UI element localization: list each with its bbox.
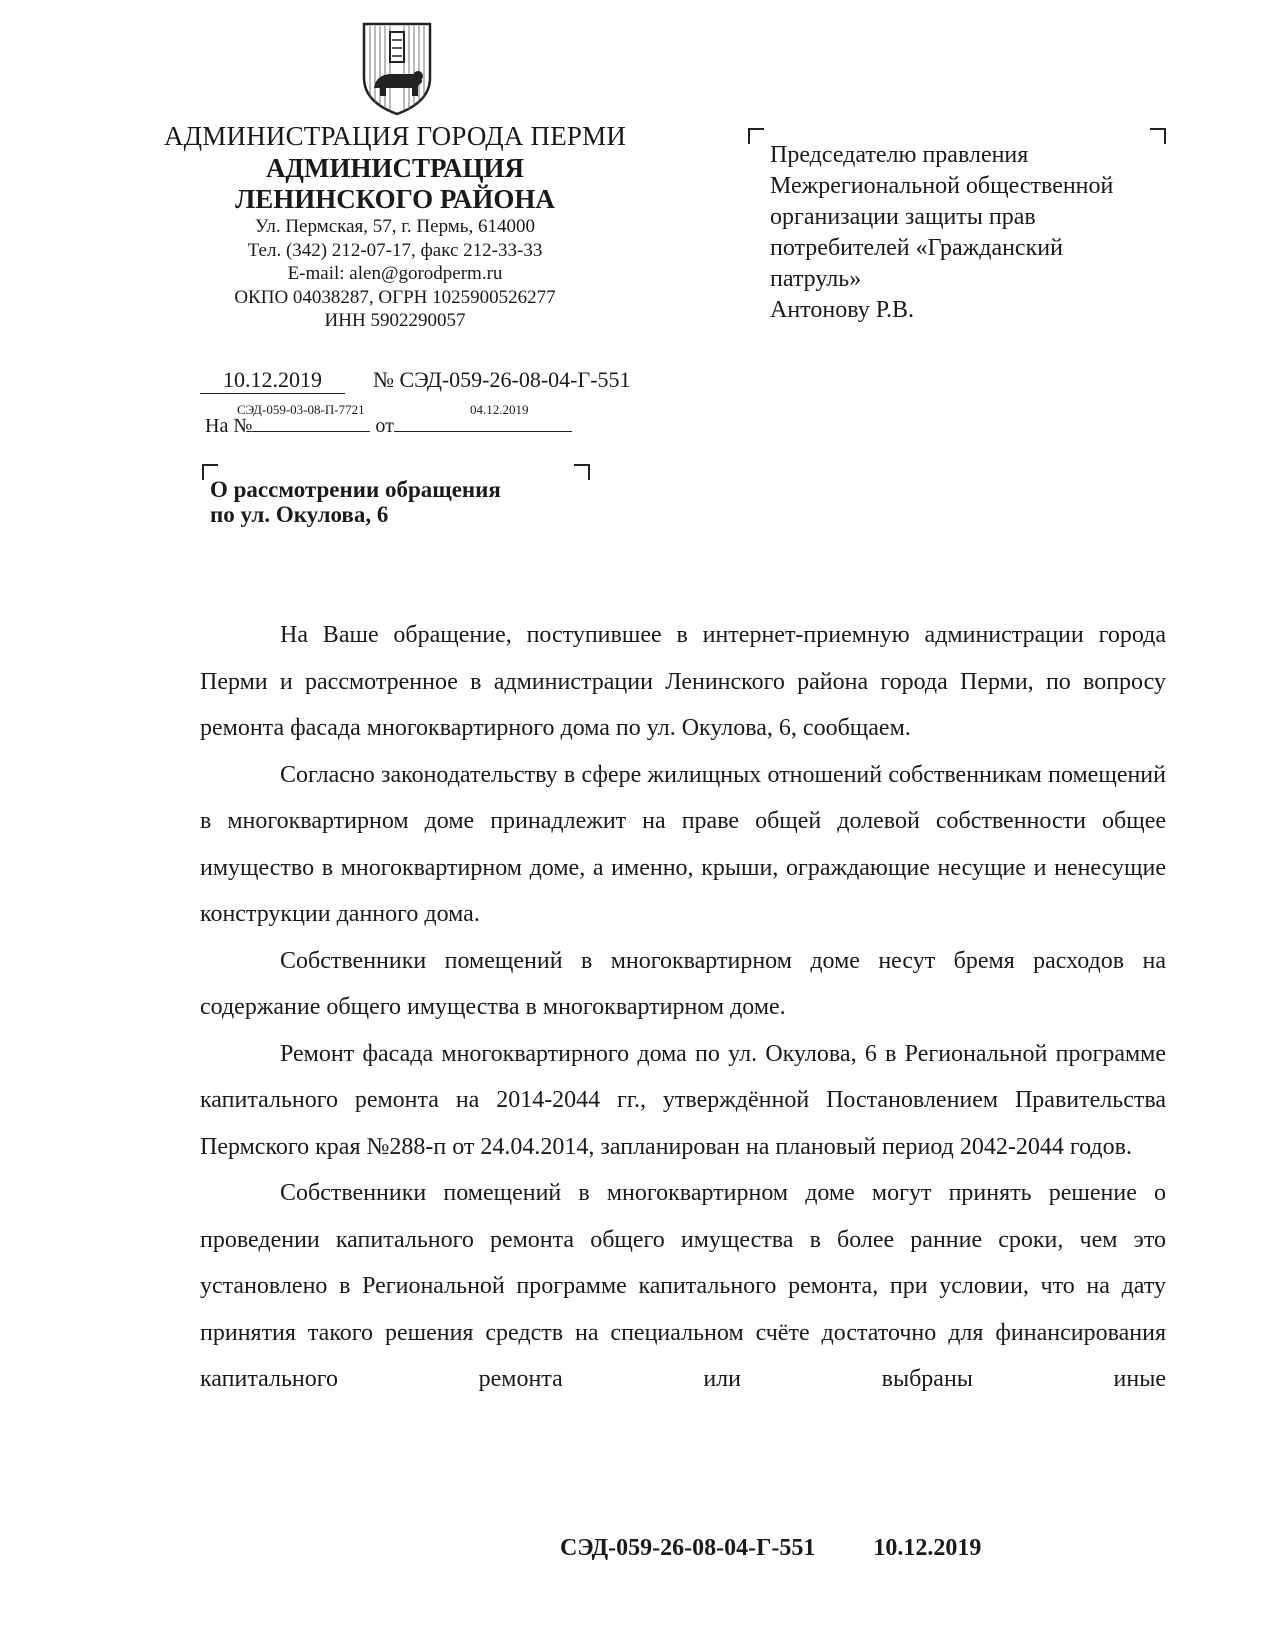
sender-codes: ОКПО 04038287, ОГРН 1025900526277 bbox=[234, 286, 556, 308]
in-reply-number: СЭД-059-03-08-П-7721 bbox=[237, 402, 365, 417]
addressee-line: патруль» bbox=[770, 266, 862, 292]
label-na: На № bbox=[205, 415, 253, 437]
subject-line2: по ул. Окулова, 6 bbox=[210, 502, 389, 527]
sender-phone: Тел. (342) 212-07-17, факс 212-33-33 bbox=[247, 239, 543, 261]
addressee-corner-mark bbox=[748, 128, 764, 144]
in-reply-date: 04.12.2019 bbox=[470, 402, 529, 417]
footer-number: СЭД-059-26-08-04-Г-551 bbox=[560, 1535, 816, 1561]
sender-inn: ИНН 5902290057 bbox=[324, 310, 466, 331]
subject-corner-mark bbox=[574, 464, 590, 480]
paragraph: Ремонт фасада многоквартирного дома по ул. Окулова, 6 в Региональной программе капитального ремонта на 2014-2044 гг., утверждённой Постановлением Правительства Пермского края №288-п от 24.04.2014, запланирован на плановый период 2042-2044 годов. bbox=[200, 1040, 1166, 1160]
registration-line bbox=[200, 367, 631, 394]
sender-block bbox=[150, 120, 640, 333]
registration-number: № СЭД-059-26-08-04-Г-551 bbox=[373, 367, 631, 392]
addressee-block bbox=[770, 140, 1190, 326]
sender-email: E-mail: alen@gorodperm.ru bbox=[287, 263, 503, 284]
addressee-line: организации защиты прав bbox=[770, 204, 1036, 230]
footer-date: 10.12.2019 bbox=[873, 1535, 982, 1561]
subject-line1: О рассмотрении обращения bbox=[210, 477, 501, 502]
paragraph: На Ваше обращение, поступившее в интернет-приемную администрации города Перми и рассмотренное в администрации Ленинского района города Перми, по вопросу ремонта фасада многоквартирного дома по ул. Окулова, 6, сообщаем. bbox=[200, 622, 1166, 741]
dept-name-line2: ЛЕНИНСКОГО РАЙОНА bbox=[235, 184, 555, 214]
dept-name-line1: АДМИНИСТРАЦИЯ bbox=[265, 153, 525, 183]
paragraph: Согласно законодательству в сфере жилищных отношений собственникам помещений в многоквартирном доме принадлежит на праве общей долевой собственности общее имущество в многоквартирном доме, а именно, крыши, ограждающие несущие и ненесущие конструкции данного дома. bbox=[200, 761, 1166, 927]
footer-stamp bbox=[560, 1535, 981, 1562]
addressee-line: Межрегиональной общественной bbox=[770, 173, 1114, 199]
addressee-line: Председателю правления bbox=[770, 142, 1029, 168]
coat-of-arms-icon bbox=[356, 18, 438, 118]
label-ot: от bbox=[375, 415, 394, 437]
in-reply-line bbox=[205, 415, 572, 438]
paragraph: Собственники помещений в многоквартирном доме могут принять решение о проведении капитального ремонта общего имущества в более ранние сроки, чем это установлено в Региональной программе капитального ремонта, при условии, что на дату принятия такого решения средств на специальном счёте достаточно для финансирования капитального ремонта или выбраны иные bbox=[200, 1180, 1166, 1392]
registration-date: 10.12.2019 bbox=[200, 367, 345, 394]
letter-body bbox=[200, 612, 1166, 1403]
addressee-line: потребителей «Гражданский bbox=[770, 235, 1063, 261]
subject bbox=[210, 477, 501, 527]
org-name: АДМИНИСТРАЦИЯ ГОРОДА ПЕРМИ bbox=[163, 121, 627, 151]
sender-address: Ул. Пермская, 57, г. Пермь, 614000 bbox=[255, 216, 535, 237]
paragraph: Собственники помещений в многоквартирном доме несут бремя расходов на содержание общего имущества в многоквартирном доме. bbox=[200, 947, 1166, 1020]
addressee-line: Антонову Р.В. bbox=[770, 297, 915, 323]
